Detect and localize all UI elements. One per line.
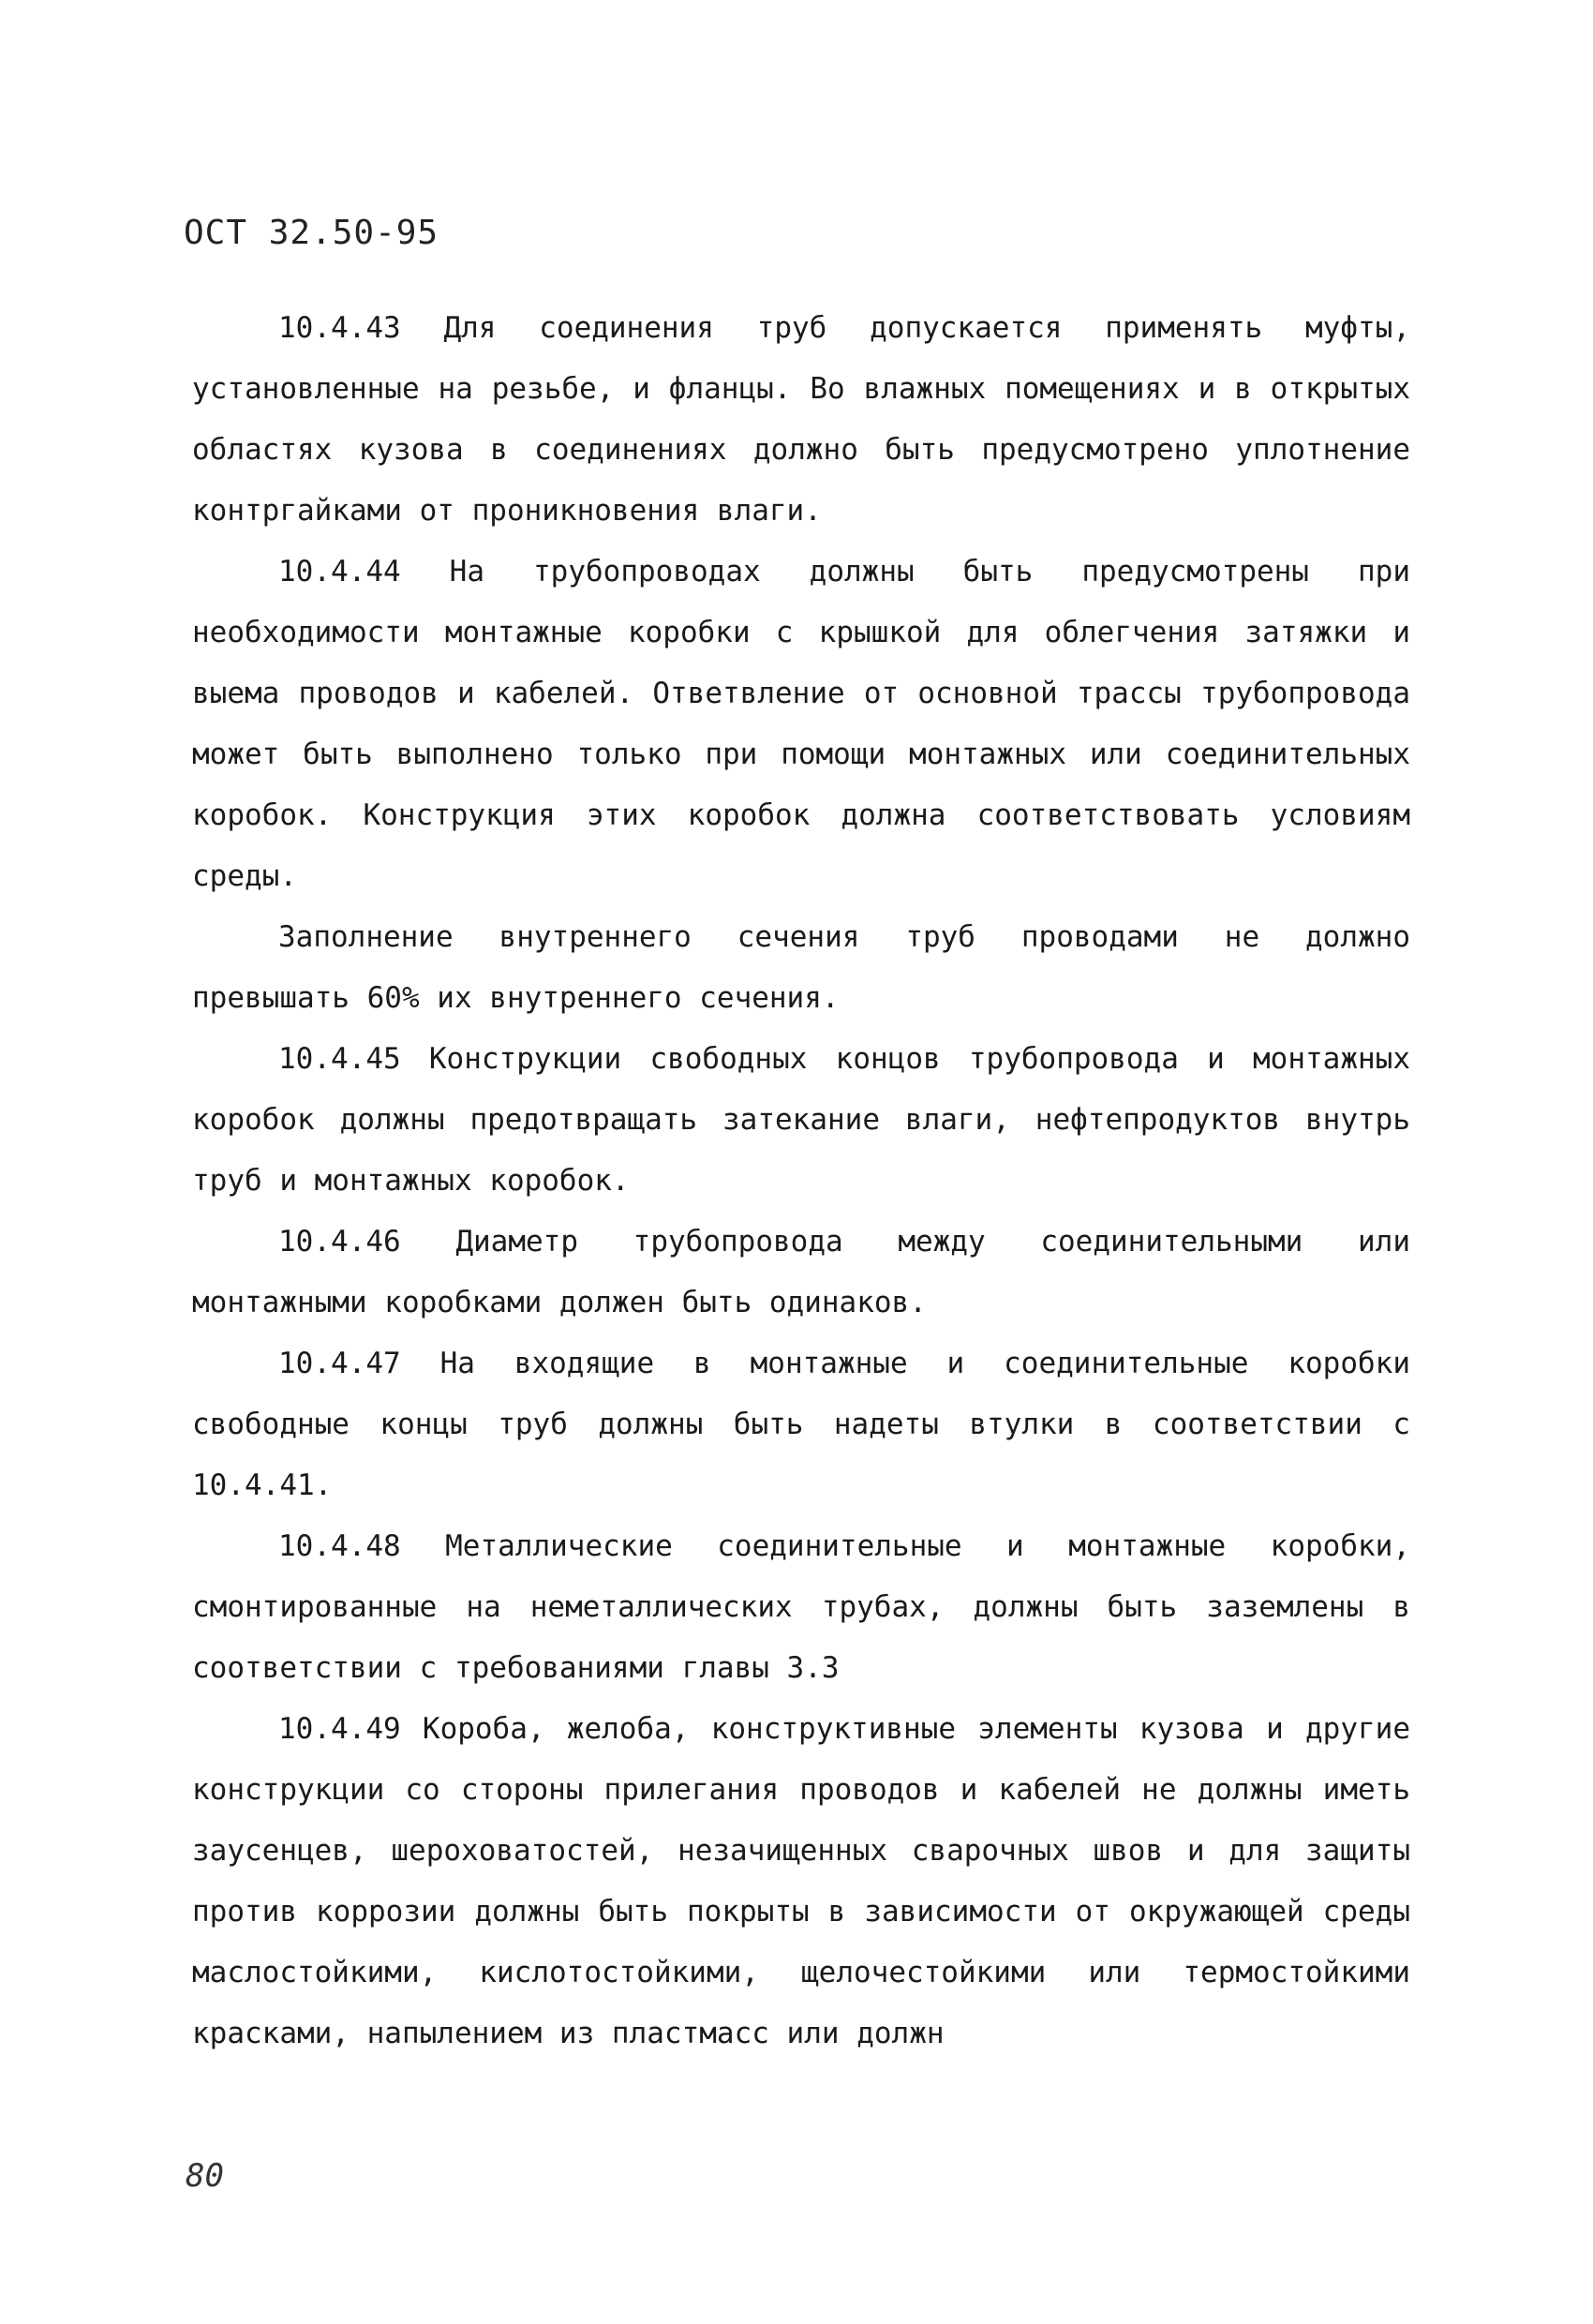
paragraph-10-4-43: 10.4.43 Для соединения труб допускается применять муфты, установленные на резьбе, и фланцы. Во влажных помещениях и в открытых областях кузова в соединениях должно быть предусмотрено уплотнение контргайками от проникновения влаги. [192,311,1410,528]
page-number: 80 [186,2157,224,2195]
document-body [192,298,1410,2064]
paragraph-10-4-46: 10.4.46 Диаметр трубопровода между соединительными или монтажными коробками должен быть одинаков. [192,1225,1410,1319]
paragraph-10-4-45: 10.4.45 Конструкции свободных концов трубопровода и монтажных коробок должны предотвращать затекание влаги, нефтепродуктов внутрь труб и монтажных коробок. [192,1042,1410,1198]
paragraph-10-4-48: 10.4.48 Металлические соединительные и монтажные коробки, смонтированные на неметаллических трубах, должны быть заземлены в соответствии с требованиями главы 3.3 [192,1529,1410,1685]
paragraph-10-4-49: 10.4.49 Короба, желоба, конструктивные элементы кузова и другие конструкции со стороны прилегания проводов и кабелей не должны иметь заусенцев, шероховатостей, незачищенных сварочных швов и для защиты против коррозии должны быть покрыты в зависимости от окружающей среды маслостойкими, кислотостойкими, щелочестойкими или термостойкими красками, напылением из пластмасс или должн [192,1712,1410,2050]
paragraph-10-4-47: 10.4.47 На входящие в монтажные и соединительные коробки свободные концы труб должны быть надеты втулки в соответствии с 10.4.41. [192,1347,1410,1502]
document-code-header: ОСТ 32.50-95 [184,214,439,252]
paragraph-tube-fill: Заполнение внутреннего сечения труб проводами не должно превышать 60% их внутреннего сечения. [192,920,1410,1015]
paragraph-10-4-44: 10.4.44 На трубопроводах должны быть предусмотрены при необходимости монтажные коробки с крышкой для облегчения затяжки и выема проводов и кабелей. Ответвление от основной трассы трубопровода может быть выполнено только при помощи монтажных или соединительных коробок. Конструкция этих коробок должна соответствовать условиям среды. [192,555,1410,893]
